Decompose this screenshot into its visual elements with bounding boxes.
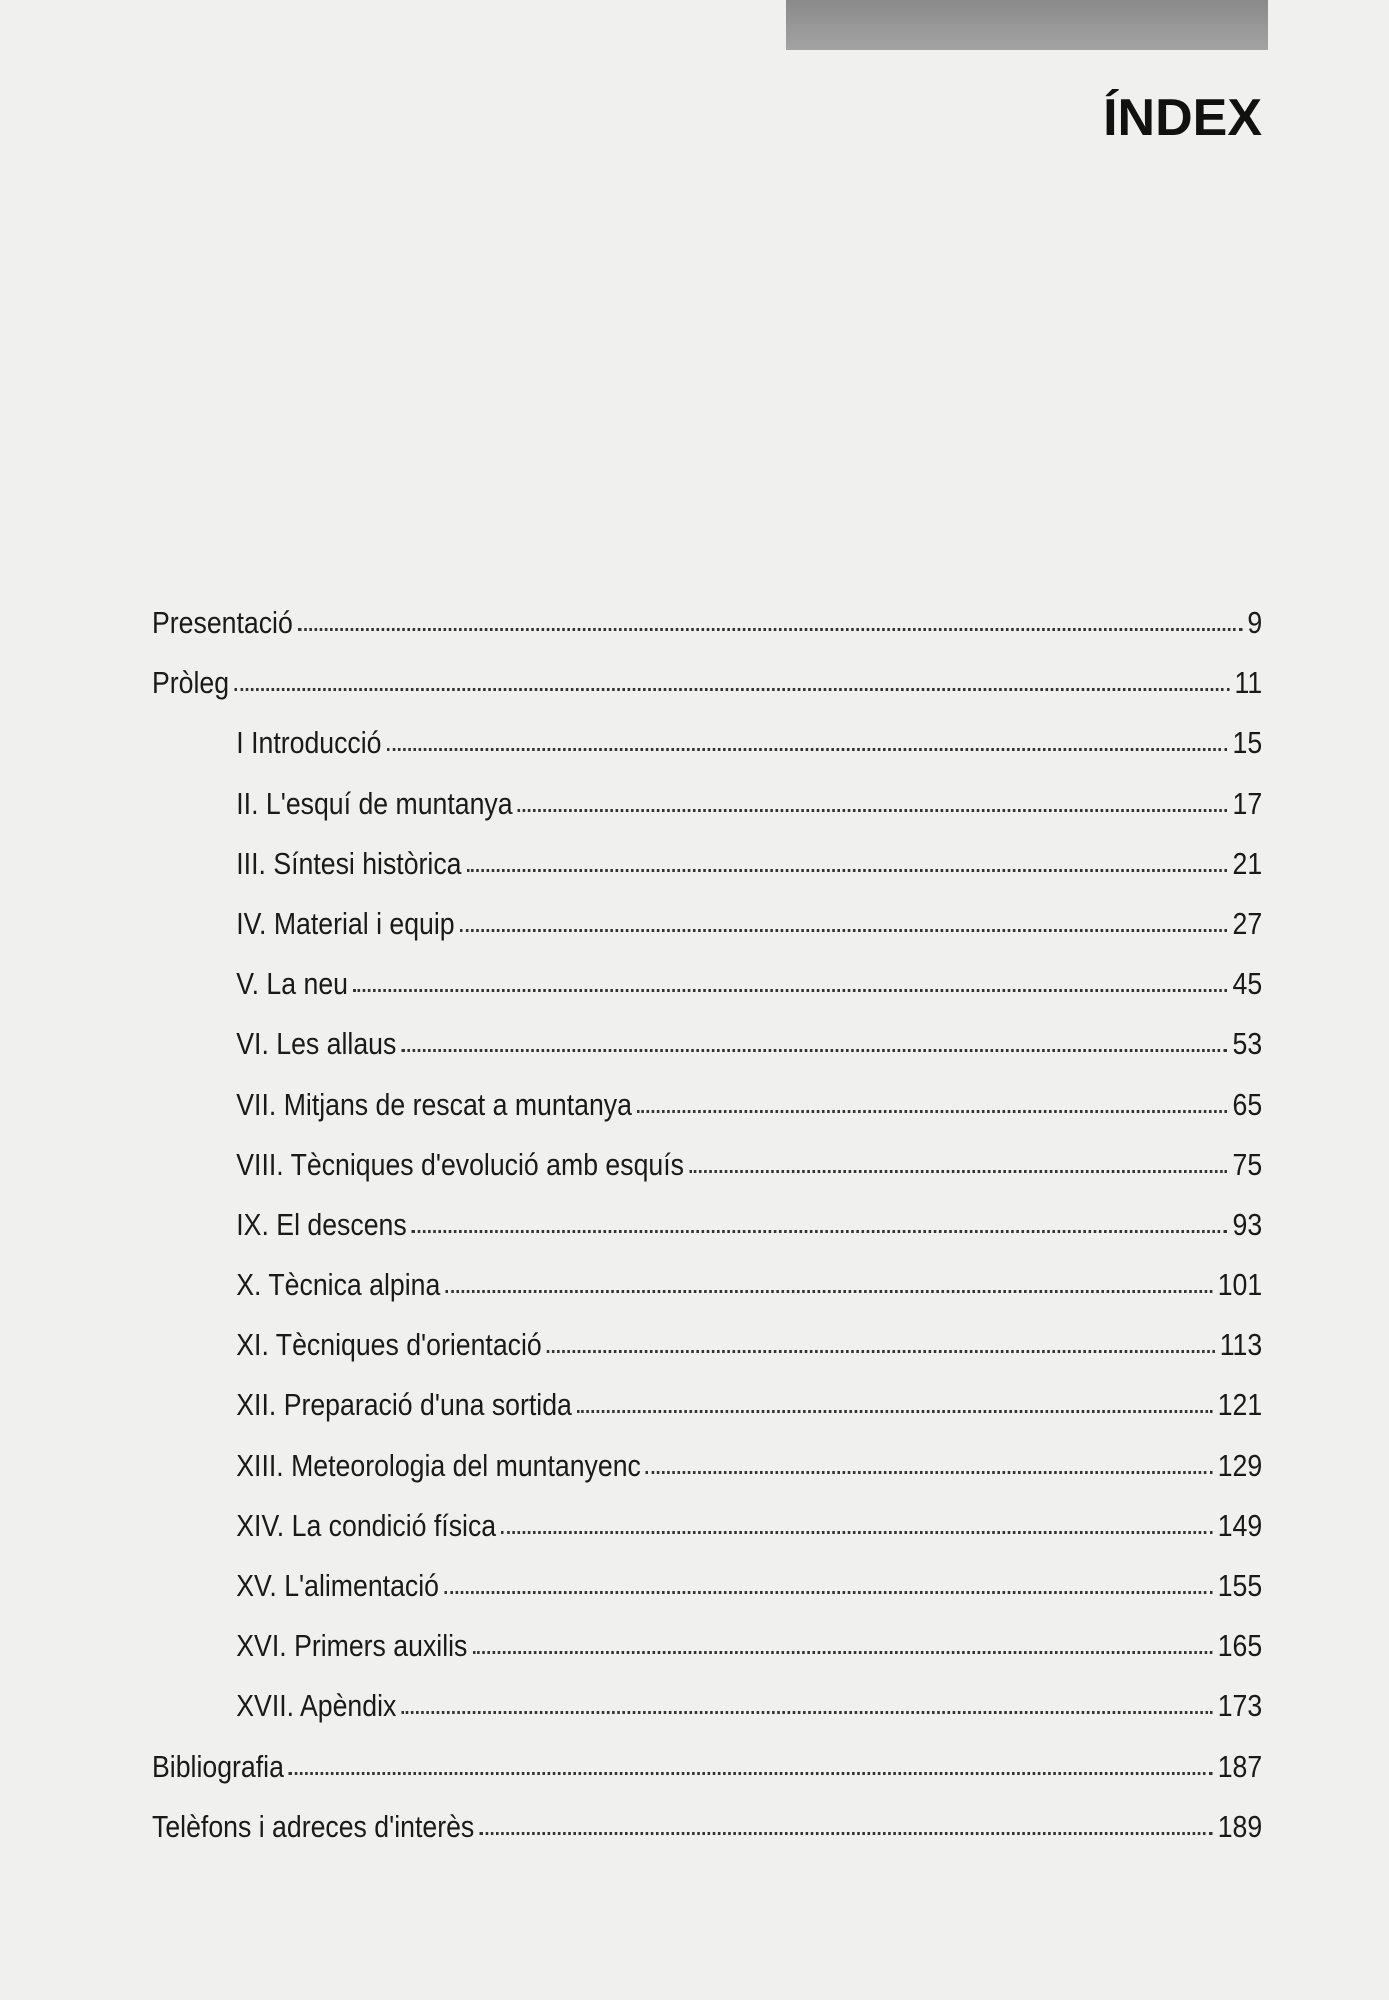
- dot-leader: [473, 1651, 1213, 1654]
- toc-entry-page: 129: [1217, 1447, 1263, 1483]
- dot-leader: [467, 869, 1228, 872]
- toc-entry[interactable]: [152, 846, 1262, 906]
- dot-leader: [547, 1350, 1215, 1353]
- toc-entry-label: IV. Material i equip: [236, 905, 455, 941]
- dot-leader: [577, 1410, 1213, 1413]
- toc-entry-page: 27: [1232, 905, 1263, 941]
- toc-entry-page: 53: [1232, 1026, 1263, 1062]
- toc-entry-label: XIV. La condició física: [236, 1507, 497, 1543]
- toc-entry-page: 173: [1217, 1688, 1263, 1724]
- toc-entry-page: 189: [1217, 1808, 1263, 1844]
- toc-entry-label: XV. L'alimentació: [236, 1568, 439, 1603]
- toc-entry-label: VIII. Tècniques d'evolució amb esquís: [236, 1146, 684, 1182]
- toc-entry[interactable]: [152, 1568, 1262, 1628]
- dot-leader: [402, 1711, 1213, 1714]
- toc-entry-page: 187: [1217, 1748, 1263, 1784]
- toc-entry-label: Telèfons i adreces d'interès: [152, 1808, 475, 1844]
- page-title: ÍNDEX: [1103, 89, 1262, 147]
- toc-entry-page: 11: [1234, 665, 1263, 701]
- toc-entry[interactable]: [152, 1749, 1262, 1809]
- dot-leader: [445, 1290, 1212, 1293]
- toc-entry-label: V. La neu: [236, 966, 348, 1002]
- toc-entry-label: XVII. Apèndix: [236, 1688, 397, 1724]
- dot-leader: [518, 809, 1228, 812]
- toc-entry-page: 65: [1232, 1086, 1263, 1122]
- toc-entry-label: Bibliografia: [152, 1748, 284, 1784]
- toc-entry[interactable]: [152, 1267, 1262, 1327]
- header-bar: [786, 0, 1268, 50]
- toc-entry-page: 121: [1217, 1387, 1263, 1423]
- toc-entry[interactable]: [152, 1087, 1262, 1147]
- dot-leader: [689, 1170, 1227, 1173]
- toc-entry[interactable]: [152, 1207, 1262, 1267]
- toc-entry[interactable]: [152, 906, 1262, 966]
- toc-entry-label: XII. Preparació d'una sortida: [236, 1387, 572, 1423]
- toc-entry[interactable]: [152, 1628, 1262, 1688]
- toc-entry[interactable]: [152, 1026, 1262, 1086]
- toc-entry[interactable]: [152, 1327, 1262, 1387]
- toc-entry-page: 155: [1217, 1568, 1263, 1603]
- toc-entry-page: 9: [1247, 605, 1263, 640]
- toc-entry[interactable]: [152, 1809, 1262, 1869]
- toc-entry[interactable]: [152, 1688, 1262, 1748]
- dot-leader: [637, 1110, 1227, 1113]
- dot-leader: [401, 1049, 1227, 1052]
- toc-entry[interactable]: [152, 1508, 1262, 1568]
- table-of-contents: [152, 605, 1262, 1869]
- toc-entry-label: IX. El descens: [236, 1206, 407, 1242]
- toc-entry-label: VII. Mitjans de rescat a muntanya: [236, 1086, 632, 1122]
- toc-entry-page: 93: [1232, 1206, 1263, 1242]
- toc-entry[interactable]: [152, 665, 1262, 725]
- toc-entry[interactable]: [152, 966, 1262, 1026]
- dot-leader: [479, 1832, 1212, 1835]
- toc-entry-label: III. Síntesi històrica: [236, 845, 462, 881]
- toc-entry-label: II. L'esquí de muntanya: [236, 785, 513, 821]
- toc-entry-page: 17: [1232, 785, 1263, 821]
- dot-leader: [387, 748, 1228, 751]
- toc-entry-page: 149: [1217, 1507, 1263, 1543]
- dot-leader: [460, 929, 1228, 932]
- dot-leader: [353, 989, 1227, 992]
- toc-entry-page: 101: [1217, 1267, 1263, 1303]
- toc-entry-page: 165: [1217, 1628, 1263, 1664]
- toc-entry-page: 75: [1232, 1146, 1263, 1182]
- toc-entry-page: 113: [1219, 1327, 1263, 1363]
- toc-entry[interactable]: [152, 1147, 1262, 1207]
- dot-leader: [646, 1471, 1213, 1474]
- toc-entry-label: XVI. Primers auxilis: [236, 1628, 468, 1664]
- dot-leader: [234, 688, 1229, 691]
- toc-entry-page: 15: [1232, 725, 1263, 761]
- dot-leader: [298, 628, 1242, 631]
- toc-entry[interactable]: [152, 786, 1262, 846]
- toc-entry-label: Presentació: [152, 605, 293, 640]
- toc-entry[interactable]: [152, 725, 1262, 785]
- toc-entry-page: 45: [1232, 966, 1263, 1002]
- dot-leader: [501, 1531, 1212, 1534]
- toc-entry-label: XI. Tècniques d'orientació: [236, 1327, 542, 1363]
- toc-entry-page: 21: [1232, 845, 1263, 881]
- toc-entry-label: VI. Les allaus: [236, 1026, 397, 1062]
- toc-entry-label: I Introducció: [236, 725, 382, 761]
- toc-entry-label: XIII. Meteorologia del muntanyenc: [236, 1447, 641, 1483]
- dot-leader: [444, 1591, 1212, 1594]
- toc-entry-label: X. Tècnica alpina: [236, 1267, 441, 1303]
- toc-entry[interactable]: [152, 1448, 1262, 1508]
- toc-entry[interactable]: [152, 1387, 1262, 1447]
- dot-leader: [289, 1772, 1212, 1775]
- toc-entry-label: Pròleg: [152, 665, 230, 701]
- dot-leader: [412, 1230, 1228, 1233]
- toc-entry[interactable]: [152, 605, 1262, 665]
